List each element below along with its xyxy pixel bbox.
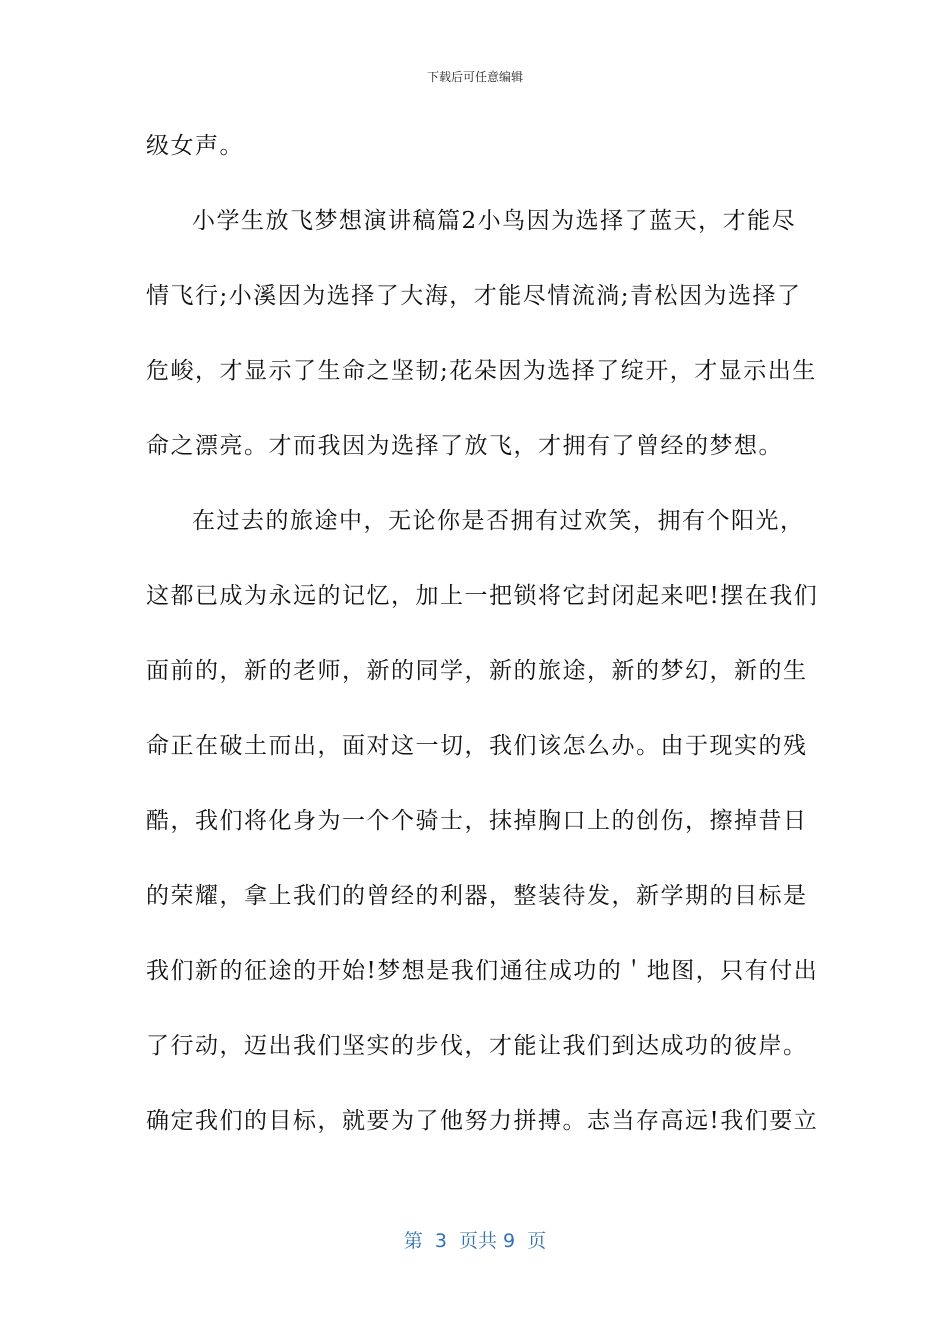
document-body <box>146 122 819 1172</box>
text-line: 酷，我们将化身为一个个骑士，抹掉胸口上的创伤，擦掉昔日 <box>146 808 808 834</box>
text-line: 级女声。 <box>146 133 244 159</box>
page-header: 下载后可任意编辑 <box>426 70 523 84</box>
text-line: 命正在破土而出，面对这一切，我们该怎么办。由于现实的残 <box>146 733 808 759</box>
text-line: 危峻，才显示了生命之坚韧;花朵因为选择了绽开，才显示出生 <box>146 358 817 384</box>
text-line: 命之漂亮。才而我因为选择了放飞，才拥有了曾经的梦想。 <box>146 433 783 459</box>
text-line: 确定我们的目标，就要为了他努力拼搏。志当存高远!我们要立 <box>146 1108 819 1134</box>
text-line: 这都已成为永远的记忆，加上一把锁将它封闭起来吧!摆在我们 <box>146 583 819 609</box>
text-line: 小学生放飞梦想演讲稿篇2小鸟因为选择了蓝天，才能尽 <box>192 208 797 234</box>
text-line: 情飞行;小溪因为选择了大海，才能尽情流淌;青松因为选择了 <box>146 283 802 309</box>
page-number-footer: 第 3 页共 9 页 <box>403 1230 547 1252</box>
text-line: 我们新的征途的开始!梦想是我们通往成功的＇地图，只有付出 <box>146 958 819 984</box>
text-line: 面前的，新的老师，新的同学，新的旅途，新的梦幻，新的生 <box>146 658 808 684</box>
text-line: 的荣耀，拿上我们的曾经的利器，整装待发，新学期的目标是 <box>146 883 808 909</box>
text-line: 了行动，迈出我们坚实的步伐，才能让我们到达成功的彼岸。 <box>146 1033 808 1059</box>
text-line: 在过去的旅途中，无论你是否拥有过欢笑，拥有个阳光， <box>192 508 805 534</box>
